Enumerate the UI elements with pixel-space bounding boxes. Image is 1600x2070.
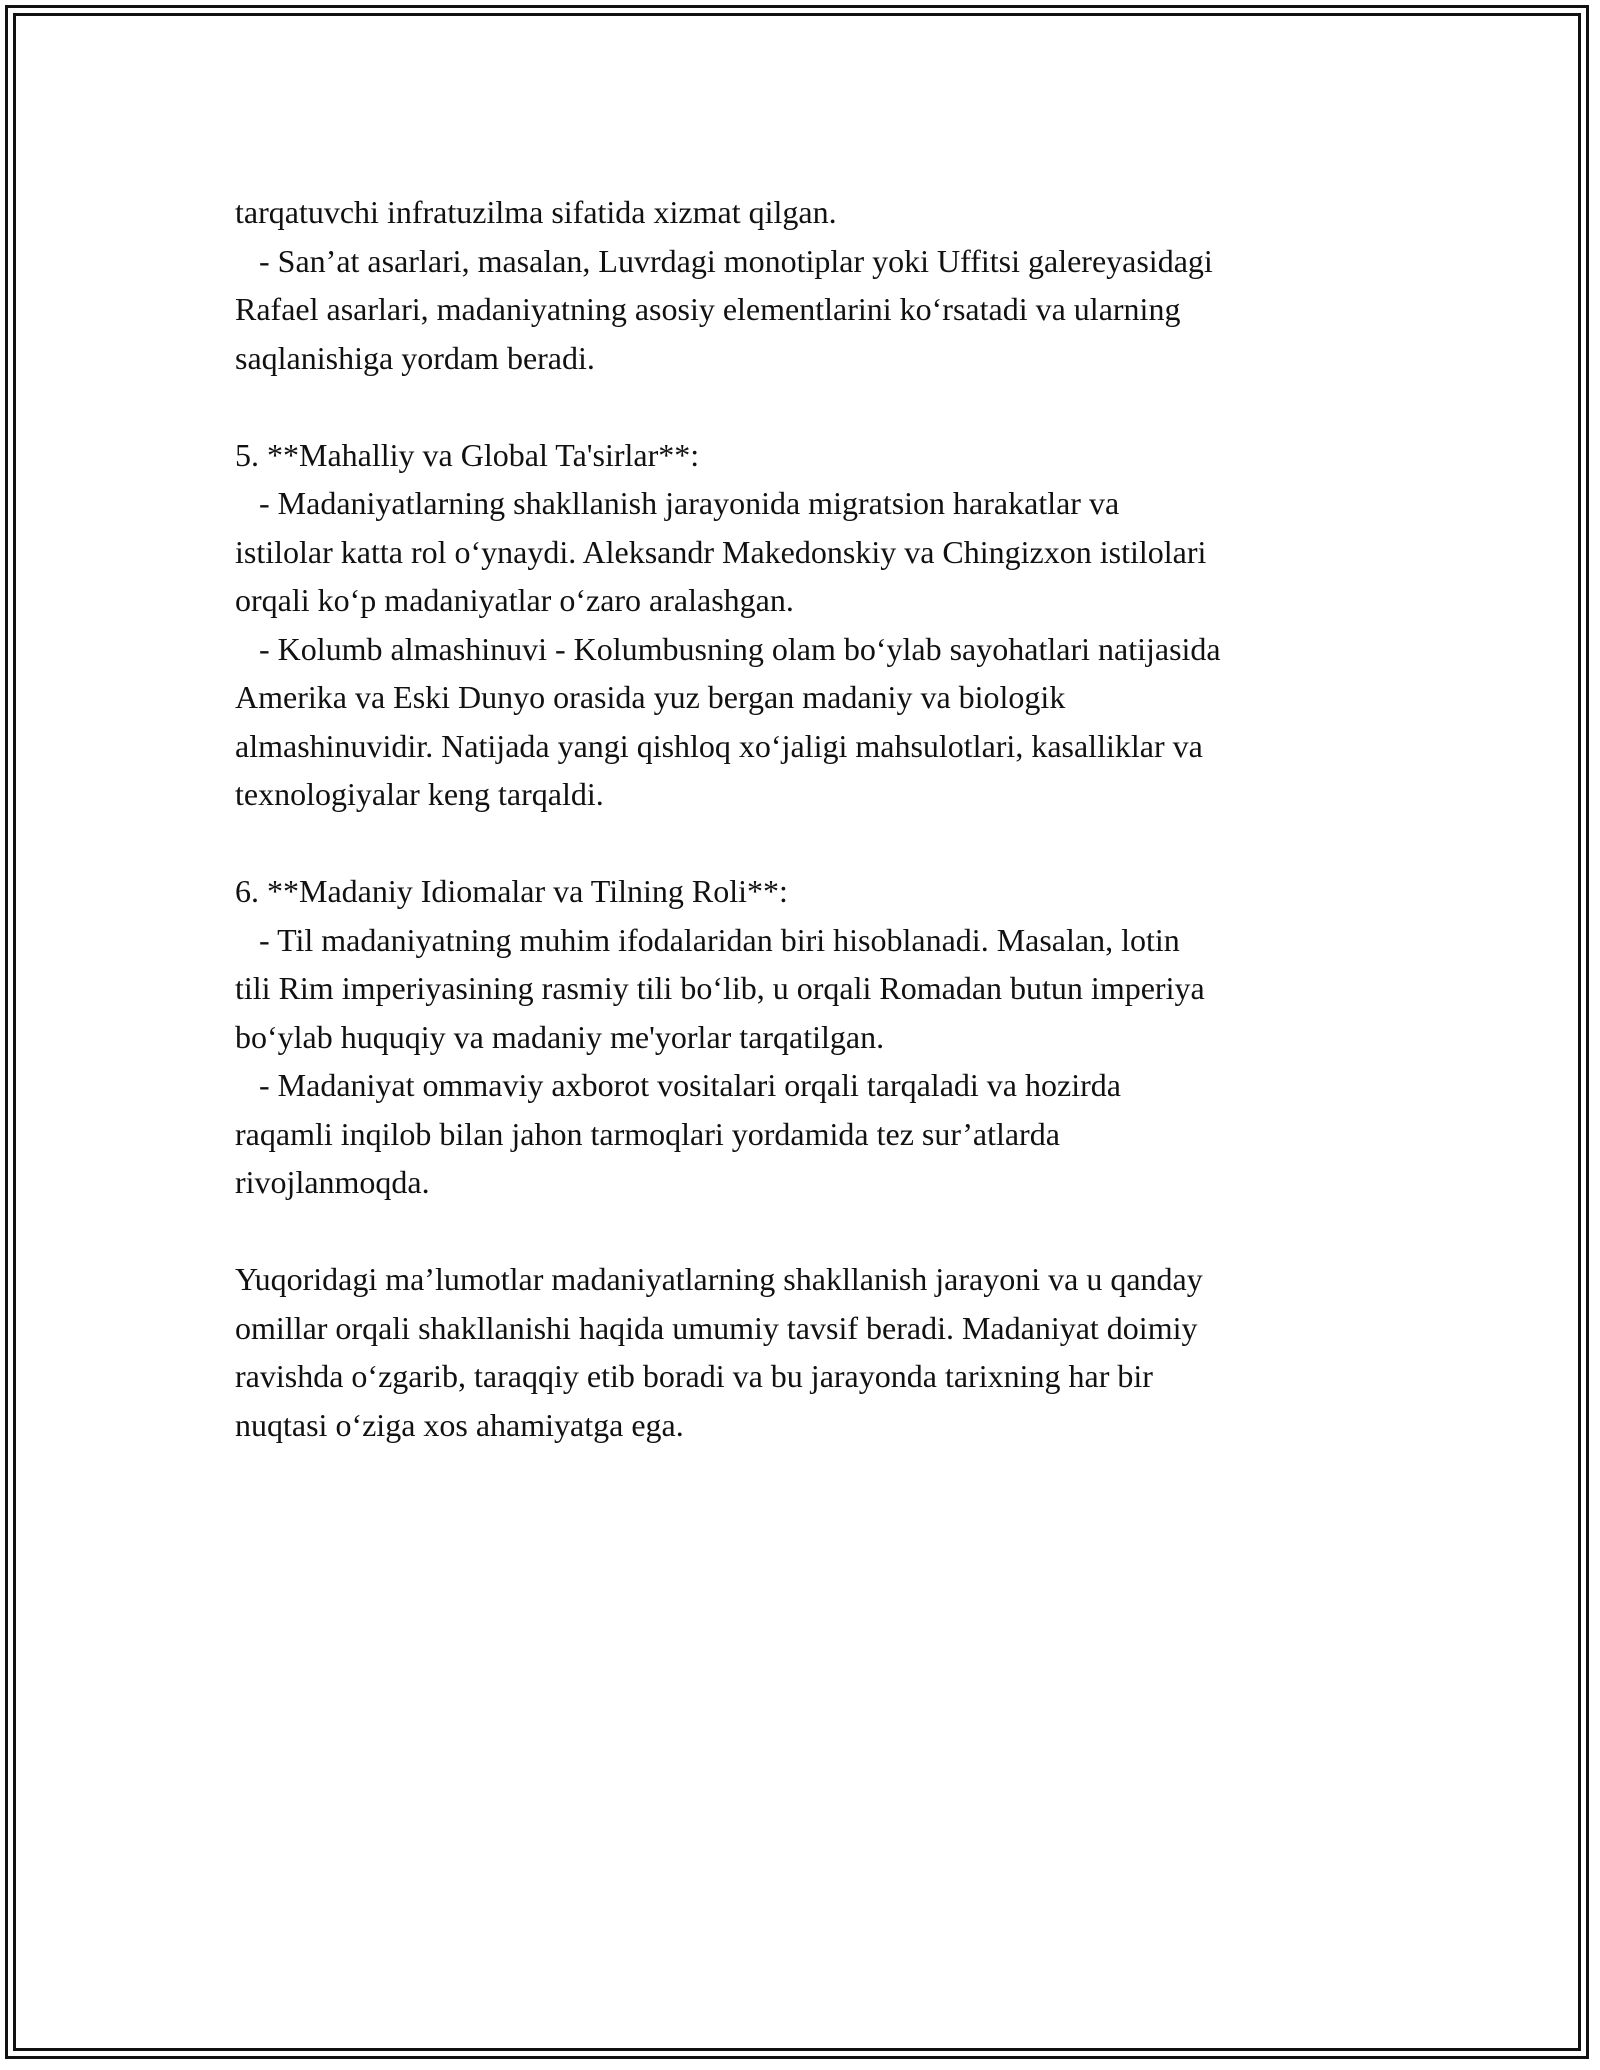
text-line: - Til madaniyatning muhim ifodalaridan biri hisoblanadi. Masalan, lotin [235, 921, 1180, 958]
text-line: tili Rim imperiyasining rasmiy tili bo‘lib, u orqali Romadan butun imperiya [235, 970, 1205, 1006]
paragraph-gap [235, 819, 1395, 868]
text-line: Rafael asarlari, madaniyatning asosiy elementlarini ko‘rsatadi va ularning [235, 291, 1181, 327]
section-heading: 5. **Mahalliy va Global Ta'sirlar**: [235, 436, 700, 473]
text-line: tarqatuvchi infratuzilma sifatida xizmat qilgan. [235, 194, 837, 230]
text-line: - San’at asarlari, masalan, Luvrdagi monotiplar yoki Uffitsi galereyasidagi [235, 242, 1213, 279]
text-line: texnologiyalar keng tarqaldi. [235, 776, 604, 812]
text-line: almashinuvidir. Natijada yangi qishloq xo‘jaligi mahsulotlari, kasalliklar va [235, 727, 1203, 764]
text-line: nuqtasi o‘ziga xos ahamiyatga ega. [235, 1406, 684, 1443]
paragraph-gap [235, 1207, 1395, 1256]
text-line: rivojlanmoqda. [235, 1164, 430, 1200]
section-heading: 6. **Madaniy Idiomalar va Tilning Roli**: [235, 873, 788, 909]
text-line: - Madaniyat ommaviy axborot vositalari orqali tarqaladi va hozirda [235, 1067, 1121, 1103]
text-line: saqlanishiga yordam beradi. [235, 339, 595, 376]
text-line: raqamli inqilob bilan jahon tarmoqlari yordamida tez sur’atlarda [235, 1115, 1060, 1152]
text-line: orqali ko‘p madaniyatlar o‘zaro aralashgan. [235, 582, 794, 618]
text-line: bo‘ylab huquqiy va madaniy me'yorlar tarqatilgan. [235, 1018, 885, 1055]
paragraph-gap [235, 382, 1395, 431]
text-line: omillar orqali shakllanishi haqida umumiy tavsif beradi. Madaniyat doimiy [235, 1309, 1198, 1346]
text-line: ravishda o‘zgarib, taraqqiy etib boradi va bu jarayonda tarixning har bir [235, 1358, 1153, 1394]
text-line: - Kolumb almashinuvi - Kolumbusning olam bo‘ylab sayohatlari natijasida [235, 630, 1221, 667]
text-line: Amerika va Eski Dunyo orasida yuz bergan madaniy va biologik [235, 679, 1066, 715]
document-body [235, 188, 1395, 1449]
text-line: Yuqoridagi ma’lumotlar madaniyatlarning shakllanish jarayoni va u qanday [235, 1261, 1203, 1297]
text-line: istilolar katta rol o‘ynaydi. Aleksandr Makedonskiy va Chingizxon istilolari [235, 533, 1207, 570]
text-line: - Madaniyatlarning shakllanish jarayonida migratsion harakatlar va [235, 485, 1120, 521]
